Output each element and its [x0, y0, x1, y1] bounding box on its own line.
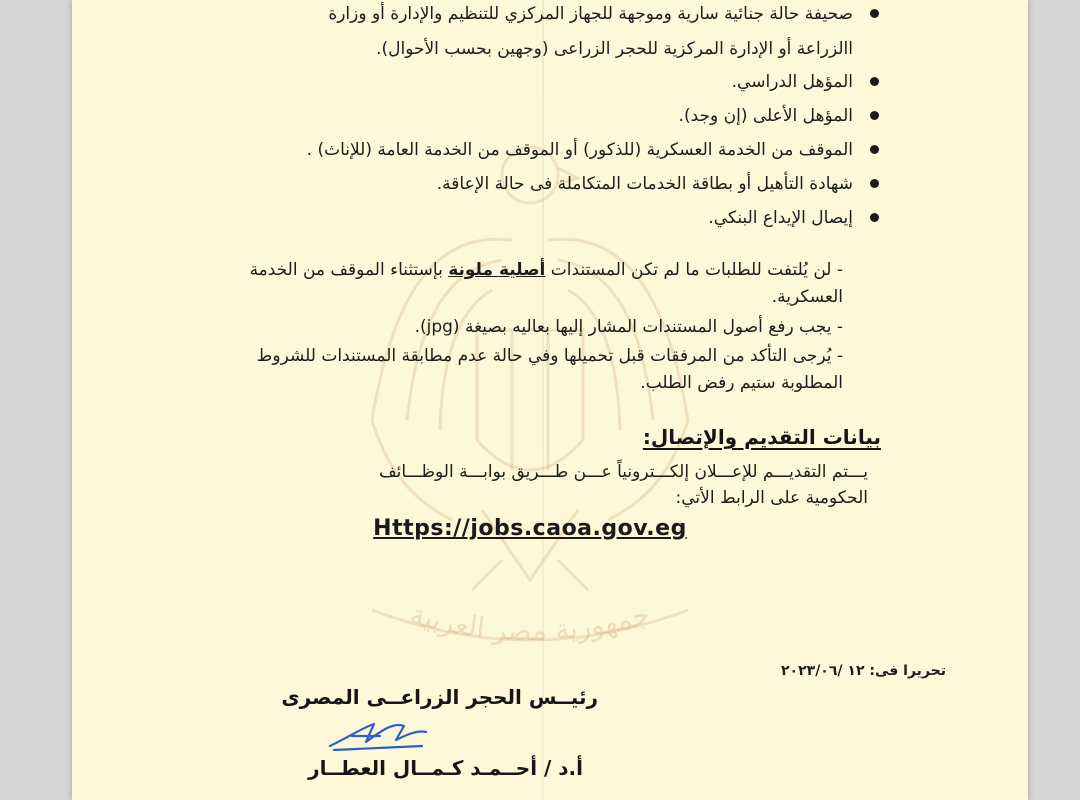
- note-text: بإستثناء الموقف من الخدمة: [249, 260, 449, 280]
- note-text: - لن يُلتفت للطلبات ما لم تكن المستندات: [545, 260, 843, 280]
- list-item-line: شهادة التأهيل أو بطاقة الخدمات المتكاملة فى حالة الإعاقة.: [436, 174, 853, 194]
- note-line: العسكرية.: [771, 287, 843, 307]
- bullet-dot: [870, 9, 879, 18]
- date-value: ١٢ /٢٠٢٣/٠٦: [781, 663, 865, 679]
- issue-date: [781, 663, 946, 679]
- note-line: المطلوبة ستيم رفض الطلب.: [640, 373, 843, 393]
- signatory-name: أ.د / أحــمـد كـمــال العطــار: [308, 756, 583, 780]
- svg-text:جمهورية مصر العربية: [407, 597, 654, 647]
- jobs-portal-link[interactable]: Https://jobs.caoa.gov.eg: [373, 516, 687, 541]
- list-item-line: إيصال الإيداع البنكي.: [708, 208, 853, 228]
- note-line: - يجب رفع أصول المستندات المشار إليها بعاليه بصيغة (jpg).: [414, 317, 843, 337]
- application-heading: بيانات التقديم والإتصال:: [642, 425, 881, 449]
- page-fold-line: [542, 0, 544, 800]
- list-item-line: المؤهل الأعلى (إن وجد).: [678, 106, 853, 126]
- bullet-dot: [870, 145, 879, 154]
- bullet-dot: [870, 213, 879, 222]
- application-text: الحكومية على الرابط الأتي:: [675, 488, 868, 508]
- list-item-line: االزراعة أو الإدارة المركزية للحجر الزراعى (وجهين بحسب الأحوال).: [376, 39, 853, 59]
- note-emphasis: أصلية ملونة: [448, 260, 546, 280]
- list-item-line: صحيفة حالة جنائية سارية وموجهة للجهاز المركزي للتنظيم والإدارة أو وزارة: [328, 4, 853, 24]
- date-label: تحريرا فى:: [869, 663, 946, 679]
- coat-of-arms-watermark: [72, 0, 1028, 800]
- note-line: [250, 259, 843, 281]
- list-item-line: المؤهل الدراسي.: [731, 72, 853, 92]
- signature-scribble: [322, 716, 432, 756]
- bullet-dot: [870, 111, 879, 120]
- watermark-text: جمهورية مصر العربية: [406, 597, 654, 648]
- list-item-line: الموقف من الخدمة العسكرية (للذكور) أو الموقف من الخدمة العامة (للإناث) .: [306, 140, 853, 160]
- note-line: - يُرجى التأكد من المرفقات قبل تحميلها وفي حالة عدم مطابقة المستندات للشروط: [256, 346, 843, 366]
- bullet-dot: [870, 77, 879, 86]
- bullet-dot: [870, 179, 879, 188]
- signatory-title: رئيــس الحجر الزراعــى المصرى: [281, 685, 598, 709]
- application-text: يـــتم التقديـــم للإعـــلان إلكـــترونياً عـــن طـــريق بوابـــة الوظـــائف: [379, 462, 868, 482]
- document-page: [72, 0, 1028, 800]
- ribbon-shape: [372, 610, 688, 640]
